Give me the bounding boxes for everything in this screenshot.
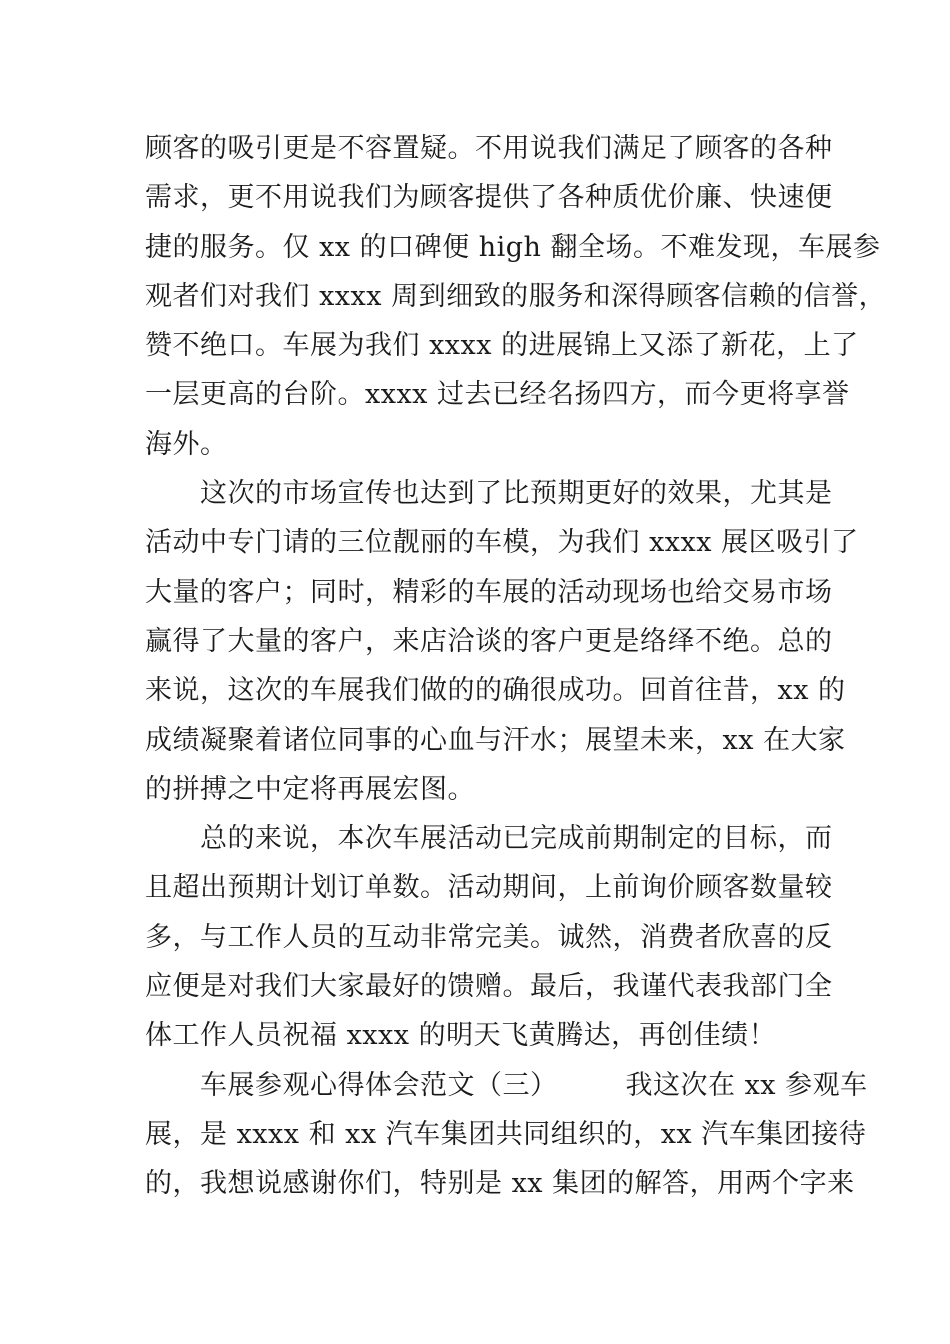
text-line: 来说，这次的车展我们做的的确很成功。回首往昔，xx 的: [145, 675, 846, 707]
paragraph-2: [145, 469, 859, 814]
text-line: 总的来说，本次车展活动已完成前期制定的目标，而: [200, 823, 833, 855]
text-line: 应便是对我们大家最好的馈赠。最后，我谨代表我部门全: [145, 971, 833, 1003]
text-line: 的，我想说感谢你们，特别是 xx 集团的解答，用两个字来: [145, 1168, 855, 1200]
text-line: 活动中专门请的三位靓丽的车模，为我们 xxxx 展区吸引了: [145, 527, 859, 559]
document-body: [145, 124, 887, 1209]
paragraph-3: [145, 814, 833, 1060]
paragraph-1: [145, 124, 887, 469]
text-line: 观者们对我们 xxxx 周到细致的服务和深得顾客信赖的信誉，: [145, 280, 887, 312]
text-line: 赞不绝口。车展为我们 xxxx 的进展锦上又添了新花，上了: [145, 330, 859, 362]
section-heading-line: [145, 1061, 868, 1110]
text-line: 一层更高的台阶。xxxx 过去已经名扬四方，而今更将享誉: [145, 379, 850, 411]
text-line: 展，是 xxxx 和 xx 汽车集团共同组织的，xx 汽车集团接待: [145, 1118, 867, 1150]
text-line: 赢得了大量的客户，来店洽谈的客户更是络绎不绝。总的: [145, 625, 833, 657]
text-line: 需求，更不用说我们为顾客提供了各种质优价廉、快速便: [145, 182, 833, 214]
text-line: 且超出预期计划订单数。活动期间，上前询价顾客数量较: [145, 872, 833, 904]
text-line: 成绩凝聚着诸位同事的心血与汗水；展望未来，xx 在大家: [145, 724, 846, 756]
section-heading: 车展参观心得体会范文（三）: [200, 1069, 558, 1101]
text-line: 捷的服务。仅 xx 的口碑便 high 翻全场。不难发现，车展参: [145, 231, 881, 263]
paragraph-4: [145, 1061, 868, 1209]
heading-tail-text: 我这次在 xx 参观车: [625, 1069, 868, 1101]
text-line: 顾客的吸引更是不容置疑。不用说我们满足了顾客的各种: [145, 133, 833, 164]
text-line: 体工作人员祝福 xxxx 的明天飞黄腾达，再创佳绩！: [145, 1020, 777, 1052]
text-line: 的拼搏之中定将再展宏图。: [145, 773, 475, 805]
text-line: 多，与工作人员的互动非常完美。诚然，消费者欣喜的反: [145, 921, 833, 953]
text-line: 大量的客户；同时，精彩的车展的活动现场也给交易市场: [145, 576, 833, 608]
text-line: 海外。: [145, 428, 228, 460]
text-line: 这次的市场宣传也达到了比预期更好的效果，尤其是: [200, 478, 833, 510]
